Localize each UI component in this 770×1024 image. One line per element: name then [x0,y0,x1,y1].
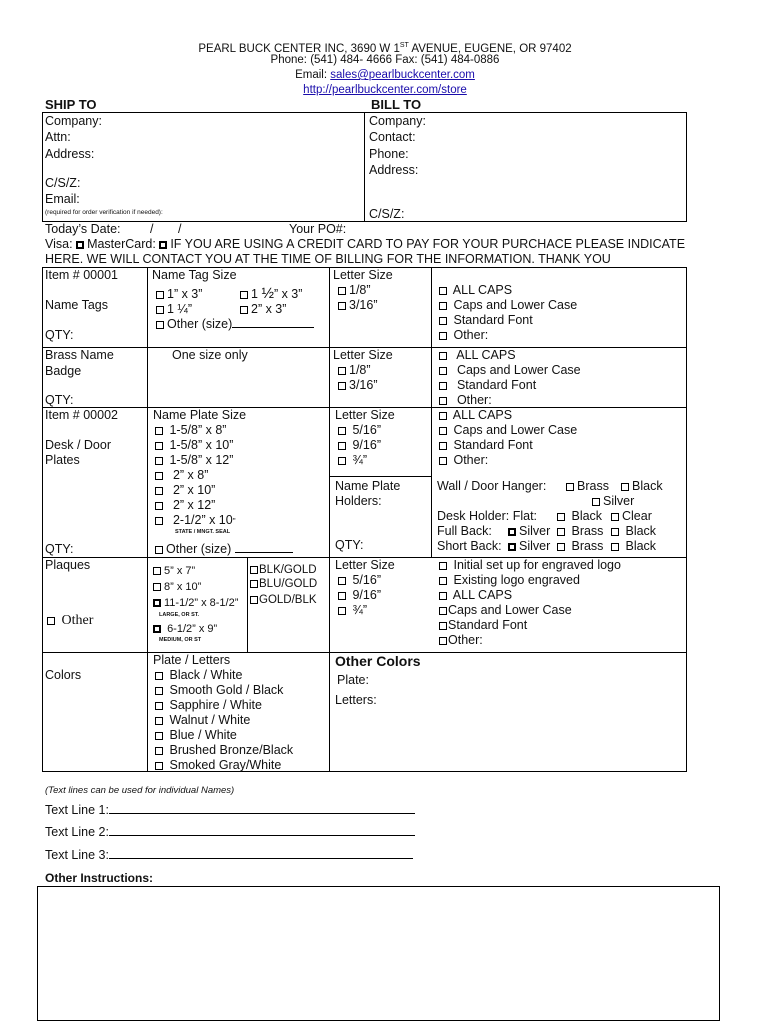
holders-title: Name Plate [335,479,401,493]
col-divider [147,267,148,772]
product-name: Name Tags [45,298,108,312]
qty-field[interactable]: QTY: [45,393,74,407]
letter-size-option[interactable]: 5/16” [338,423,381,438]
letter-size-option[interactable]: 5/16” [338,573,381,588]
ship-address-field[interactable]: Address: [45,147,95,161]
color-option[interactable]: Black / White [155,668,242,683]
color-option[interactable]: Brushed Bronze/Black [155,743,293,758]
size-option[interactable]: 2” x 8” [155,468,208,483]
col-divider [329,267,330,772]
letter-size-title: Letter Size [333,268,393,282]
plaque-option[interactable]: Standard Font [439,618,527,633]
item-number: Item # 00002 [45,408,118,422]
size-option[interactable]: 2-1/2” x 10" [155,513,236,529]
plaque-color-option[interactable]: BLU/GOLD [250,577,317,592]
plaque-option[interactable]: Initial set up for engraved logo [439,558,621,573]
full-back-black-option[interactable]: Black [611,524,656,539]
case-option[interactable]: Caps and Lower Case [439,298,577,313]
bill-address-field[interactable]: Address: [369,163,419,177]
letter-size-option[interactable]: ¾” [338,603,367,618]
visa-checkbox[interactable] [76,241,84,249]
hanger-brass-option[interactable]: Brass [566,479,609,494]
bill-csz-field[interactable]: C/S/Z: [369,207,405,221]
case-option[interactable]: ALL CAPS [439,348,516,363]
plaque-option[interactable]: Caps and Lower Case [439,603,572,618]
size-option[interactable]: 2” x 12” [155,498,215,513]
case-option[interactable]: Standard Font [439,313,533,328]
hanger-silver-option[interactable]: Silver [592,494,634,509]
size-other-option[interactable]: Other (size) [156,317,314,332]
qty-field[interactable]: QTY: [45,542,74,556]
ship-email-field[interactable]: Email: [45,192,80,206]
bill-phone-field[interactable]: Phone: [369,147,409,161]
plaque-color-option[interactable]: BLK/GOLD [250,563,317,578]
letter-size-title: Letter Size [335,558,395,572]
case-option[interactable]: Other: [439,328,488,343]
size-option[interactable]: 1 ½” x 3” [240,286,302,302]
size-option[interactable]: 1-5/8” x 12” [155,453,233,468]
col-divider [431,267,432,557]
short-back-silver-option[interactable]: Silver [508,539,550,554]
color-option[interactable]: Walnut / White [155,713,250,728]
color-option[interactable]: Smooth Gold / Black [155,683,283,698]
date-separator: / [150,222,154,236]
text-lines-note: (Text lines can be used for individual Names) [45,785,235,796]
plaque-size-option[interactable]: 8” x 10” [153,580,201,595]
product-name: Colors [45,668,82,682]
size-option[interactable]: 1-5/8” x 8” [155,423,226,438]
colors-title: Plate / Letters [153,653,231,667]
case-option[interactable]: Other: [439,393,492,408]
case-option[interactable]: Standard Font [439,378,536,393]
row-divider [329,476,431,477]
plaque-size-option[interactable]: 5” x 7” [153,564,195,579]
ship-csz-field[interactable]: C/S/Z: [45,176,81,190]
po-number-field[interactable]: Your PO#: [289,222,347,236]
desk-black-option[interactable]: Black [557,509,602,524]
cc-notice: HERE. WE WILL CONTACT YOU AT THE TIME OF BILLING FOR THE INFORMATION. THANK YOU [45,252,611,266]
hanger-black-option[interactable]: Black [621,479,663,494]
bill-to-title: BILL TO [371,97,422,112]
letter-size-option[interactable]: 3/16” [338,298,378,313]
mastercard-checkbox[interactable] [159,241,167,249]
date-separator: / [178,222,182,236]
size-title: Name Tag Size [152,268,237,282]
size-option[interactable]: 2” x 3” [240,302,286,317]
holders-qty-field[interactable]: QTY: [335,538,364,552]
ship-bill-divider [364,112,365,222]
text-line-3[interactable]: Text Line 3: [45,848,413,863]
ship-to-title: SHIP TO [45,97,97,112]
plaque-color-option[interactable]: GOLD/BLK [250,593,317,608]
plaque-option[interactable]: Other: [439,633,483,648]
plaque-option[interactable]: Existing logo engraved [439,573,580,588]
size-other-option[interactable]: Other (size) [155,542,293,557]
product-name: Plates [45,453,80,467]
product-name: Brass Name [45,348,114,362]
plaque-size-note: LARGE, OR ST. [159,612,200,618]
ship-company-field[interactable]: Company: [45,114,102,128]
payment-line: Visa: MasterCard: IF YOU ARE USING A CREDIT CARD TO PAY FOR YOUR PURCHACE PLEASE INDICATE [45,237,686,251]
case-option[interactable]: ALL CAPS [439,408,512,423]
letter-size-option[interactable]: ¾” [338,453,367,468]
letter-size-option[interactable]: 1/8” [338,283,371,298]
letters-color-field[interactable]: Letters: [335,693,377,707]
case-option[interactable]: Other: [439,453,488,468]
color-option[interactable]: Sapphire / White [155,698,262,713]
short-back-label: Short Back: [437,539,502,553]
plaque-option[interactable]: ALL CAPS [439,588,512,603]
size-title: Name Plate Size [153,408,247,422]
letter-size-option[interactable]: 3/16” [338,378,378,393]
other-colors-title: Other Colors [335,653,421,669]
ship-attn-field[interactable]: Attn: [45,130,71,144]
desk-holder-label: Desk Holder: Flat: [437,509,538,523]
letter-size-option[interactable]: 9/16” [338,438,381,453]
size-note: One size only [172,348,248,362]
company-address: PEARL BUCK CENTER INC, 3690 W 1ST AVENUE, EUGENE, OR 97402 [198,42,572,55]
todays-date-field[interactable]: Today’s Date: [45,222,121,236]
short-back-black-option[interactable]: Black [611,539,656,554]
color-option[interactable]: Smoked Gray/White [155,758,281,773]
company-phone: Phone: (541) 484- 4666 Fax: (541) 484-0886 [270,54,500,66]
color-option[interactable]: Blue / White [155,728,237,743]
full-back-silver-option[interactable]: Silver [508,524,550,539]
size-option[interactable]: 1” x 3” [156,287,202,302]
bill-company-field[interactable]: Company: [369,114,426,128]
case-option[interactable]: Standard Font [439,438,533,453]
short-back-brass-option[interactable]: Brass [557,539,603,554]
instructions-title: Other Instructions: [45,871,154,885]
full-back-brass-option[interactable]: Brass [557,524,603,539]
plaque-size-note: MEDIUM, OR ST [159,637,202,643]
instructions-textarea[interactable] [37,886,720,1021]
col-divider [247,557,248,652]
plaque-size-option[interactable]: 11-1/2” x 8-1/2” [153,596,238,611]
full-back-label: Full Back: [437,524,492,538]
case-option[interactable]: Caps and Lower Case [439,423,577,438]
letter-size-title: Letter Size [335,408,395,422]
letter-size-option[interactable]: 1/8” [338,363,371,378]
size-note: STATE / MNGT. SEAL [175,529,231,535]
plaque-size-option[interactable]: 6-1/2” x 9” [153,622,217,637]
size-option[interactable]: 2” x 10” [155,483,215,498]
letter-size-title: Letter Size [333,348,393,362]
product-name: Desk / Door [45,438,111,452]
company-email: Email: sales@pearlbuckcenter.com [295,69,475,81]
ship-email-note: (required for order verification if needed): [45,209,163,216]
case-option[interactable]: ALL CAPS [439,283,512,298]
company-url [0,83,770,98]
size-option[interactable]: 1 ¼” [156,302,192,317]
text-line-1[interactable]: Text Line 1: [45,803,415,818]
text-line-2[interactable]: Text Line 2: [45,825,415,840]
desk-clear-option[interactable]: Clear [611,509,652,524]
size-option[interactable]: 1-5/8” x 10” [155,438,233,453]
plate-color-field[interactable]: Plate: [337,673,369,687]
bill-contact-field[interactable]: Contact: [369,130,416,144]
store-link[interactable]: http://pearlbuckcenter.com/store [303,84,467,96]
case-option[interactable]: Caps and Lower Case [439,363,581,378]
email-link[interactable]: sales@pearlbuckcenter.com [330,69,475,81]
item-number: Item # 00001 [45,268,118,282]
plaque-other-option[interactable]: Other [47,613,93,628]
wall-hanger-label: Wall / Door Hanger: [437,479,547,493]
holders-title: Holders: [335,494,382,508]
product-name: Badge [45,364,82,378]
product-name: Plaques [45,558,91,572]
qty-field[interactable]: QTY: [45,328,74,342]
letter-size-option[interactable]: 9/16” [338,588,381,603]
